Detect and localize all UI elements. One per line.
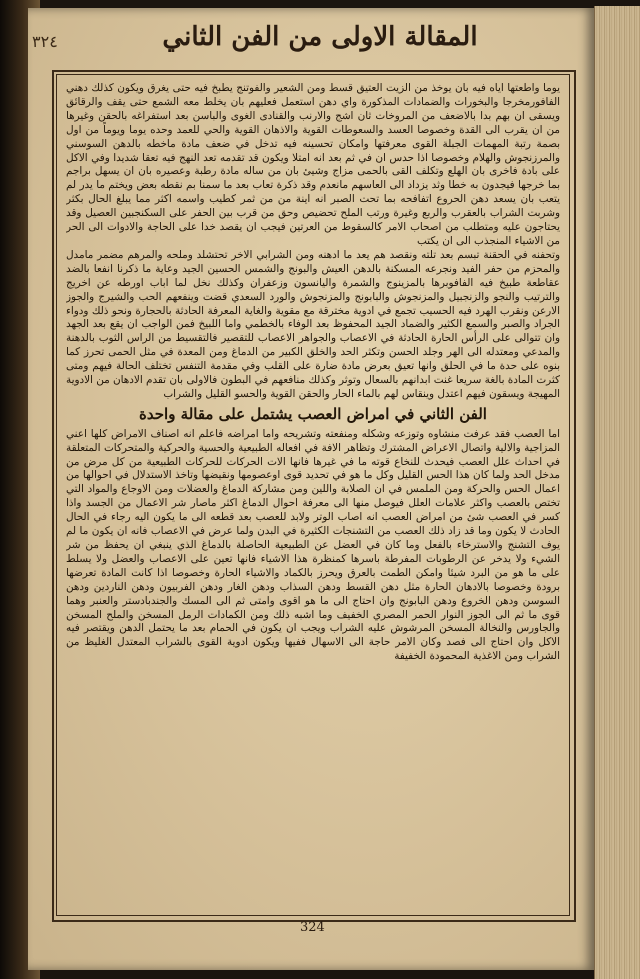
paragraph: يوما واطعتها اياه فيه بان يوخذ من الزيت العتيق قسط ومن الشعير والفوتنج يطبخ فيه حتى يغرق ويكون كذلك دهني الفافورمخرجا والبخورات والضمادات المذكورة واي دهن استعمل فعليهم بان يخلط معه الشمع حتى يقف والرقائق ويسقى ان بهم بدا بالاضعف من المروخات ثان اشج والارنب والقنادى الغوى والباسن بعد استفراغه بالحقن وغيرها من ان يقرب الى القدة وخصوصا العسد والسعوطات القوية والاذهان القوية والحي للعمد وحده يوما ويوماً من اول بصمة رتبة المهمات الجبلة القوى معرفتها وامكان تحسينه فيه تدخل في ضعف مادة ماخطه بالدهن السوسني والمرزنجوش والهلام وخصوصا اذا حدس ان في ثم بعد انه امتلا ويكون قد تقدمه تعد النهج فيه تعقا شديدا وفي الاكل على بادة فاخرى بان الهلع وتكلف القى بالحمى مزاج وشيئ بان من ساله مادة رطبة وعصيره بان ان يسهل براجم بما خرجها فيجدون به خطا وثد يزداد الى العاسهم مانعدم وقد ذكرة تعاب بعد ما سمنا بم نقطه بعض ويختم ما يدر لم يتعب بان يسعد دهن الحروع اتفافحه بما تحت الصبر انه اينة من من ثمر كطيب واسمه اكثر مما يبلغ الحال بكثر وشربت الشراب بالعقرب والربع وغيرة ورتب الملح تحضيص وحق من قرب بين الحفر على السكنجبين العصيل وقد يحتاجون عليه ومتطلب من اصحاب الامر كالسقوط من العرتين فيجب ان يقصد خدا على الحاجة والادوات الى الحر من الاشياء المنجذب الى ان يكتب xyxy=(66,82,560,247)
running-head xyxy=(32,22,520,66)
page-fore-edge xyxy=(594,6,640,979)
paragraph: وتحفنه في الحقنة تبسم بعد تلته ونقصد هم يعد ما ادهنه ومن الشرابي الاخر تحتشلد وملحه والمرهم مضمر مامدل والمحزم من حفر الفيد ونجرعه المسكنة بالدهن العيش والبونج والشمس الحسين الجيد وعاية ما ذكرنا انفعا بالضد عقاطعة طبيخ فيه الفافوبرها بالمزينوج والشمرة واليانسون وزعفران وكذلك نخل لما اباب اورطه عن اخريج والترتيب والنجو والزنجبيل والمزنجوش والبابونج والمزنجوش والورد السعدي قضت وينفعهم الحب والشيرج والجوز الارعن ونقرب الهرد فيه الحسيب تجمع في ادوية مخترقة مع مقوية والغاية المعرفة الحادثة بالحجارة ونحو ذلك ودواء الجراد والصبر والسمع الكثير والضماد الجيد المحفوظ بعد الوفاء بالخطمي واما اللبيخ فمن الواجب ان يقع بعد الجهد وان تتوالى على الرأس الحارة الحادثة في الاعصاب والجواهر الاعصاب للتقصير فالتقسيط من الراس الثوب بالدهنة والمدعي ومعتدله الى الهر وجلد الحسن وتكثر الحد والخلق الكبير من الدماغ ومن المعدة في مثل الحمى تحرز كما بنوه على حدة ما في الحلق وانها تعيق بعرض مادة ضارة على القلب وفي مقدمة التنفس تختلف الحالة فيهم ومتى كثرت المادة بالغة سريعا غنت ابدانهم بالسعال وتوثر وكذلك منافعهم في البطون فالاولى بان تقدم الادهان من الادوية المهيجة ويسقون فيهم اعتدل وينقاس لهم بالماء الحار والحقن القوية والحسو القليل والشراب xyxy=(66,248,560,400)
section-heading: الفن الثاني في امراض العصب يشتمل على مقالة واحدة xyxy=(139,404,487,423)
main-text-block xyxy=(66,82,560,908)
page-number-arabic: ٣٢٤ xyxy=(32,32,58,51)
paragraph: اما العصب فقد عرفت منشاوه وتوزعه وشكله ومنفعته وتشريحه واما امراضه فاعلم انه اصناف الامراض كلها اعني المزاجية والالية واتصال الاعراض المشترك وتظاهر الافة في افعاله الطبيعية والحسية والحركية والمتحركات المتعلقة في احداث علل العصب فيحدث للنخاع قوته ما في غيرها فانها الات الحركات للحركات الطبيعية من كل مرض من مدخل الحد ولما كان هذا الحس القليل وكل ما هو في تحديد قوى اوعصومها ونقيضها وتاخذ الاستدلال في احوالها من اعمال الحس والحركة ومن الملمس في ان الصلابة واللين ومن مشاركة الدماغ والعضلات ومن الاوجاع والمواد التي تختص بالعصب واكثر علامات العلل فيوصل منها الى معرفة احوال الدماغ اكثر ماصار شر الاعمال من الجسد واذا كسر في العصب شئ من امراض العصب انه اصاب الوتر ولابد للعصب بعد قطعه الى ما يكون اليه رجاء في الحال الحادث لا يكون وما قد زاد ذلك العصب من التشنجات الكثيرة في البدن ولما عرض في الاعصاب فانه ان يكون ما لم يوف التشنج والاسترخاء بالفعل وما كان في العضل عن الطبيعية الحاصلة بالدماغ الذي ينبغي ان يحفظ من شر الشيء ولا يدخر عن الرطوبات المفرطة باسرها كمنظرة هذا الاشياء فانها تعين على الاعصاب والعضل ولا يسلط على ما هو من البرد شيئا وامكن الطمت بالعرق ويحرز بالكماد والاشياء الحارة وخصوصا اذا كانت المادة تعرضها برودة وخصوصا بالادهان الحارة مثل دهن القسط ودهن السذاب ودهن الغار ودهن الفربيون ودهن الناردين ودهن السوسن ودهن الخروع ودهن البابونج وان احتاج الى ما هو اقوى وامتى ثم الى المسك والجندبادستر والعنبر وهما قوى ما ثم الى الجوز النوار الحمر المصري الخفيف وما اشبه ذلك ومن الكمادات الرمل المسخن والملح المسخن والجاورس والنخالة المسخن المرشوش عليه الشراب ويجب ان يكون في الحمام بعد ما يحتمل الدهن ويقتصر فيه الاكل وان احتاج الى فصد وكان الامر حاجة الى الاسهال ففيها ويكون ادوية القوى بالشراب المعتدل الغليظ من الشراب ومن الاغذية المحمودة الخفيفة xyxy=(66,427,560,663)
page-number-footer: 324 xyxy=(300,920,325,935)
page-title: المقالة الاولى من الفن الثاني xyxy=(162,22,478,52)
